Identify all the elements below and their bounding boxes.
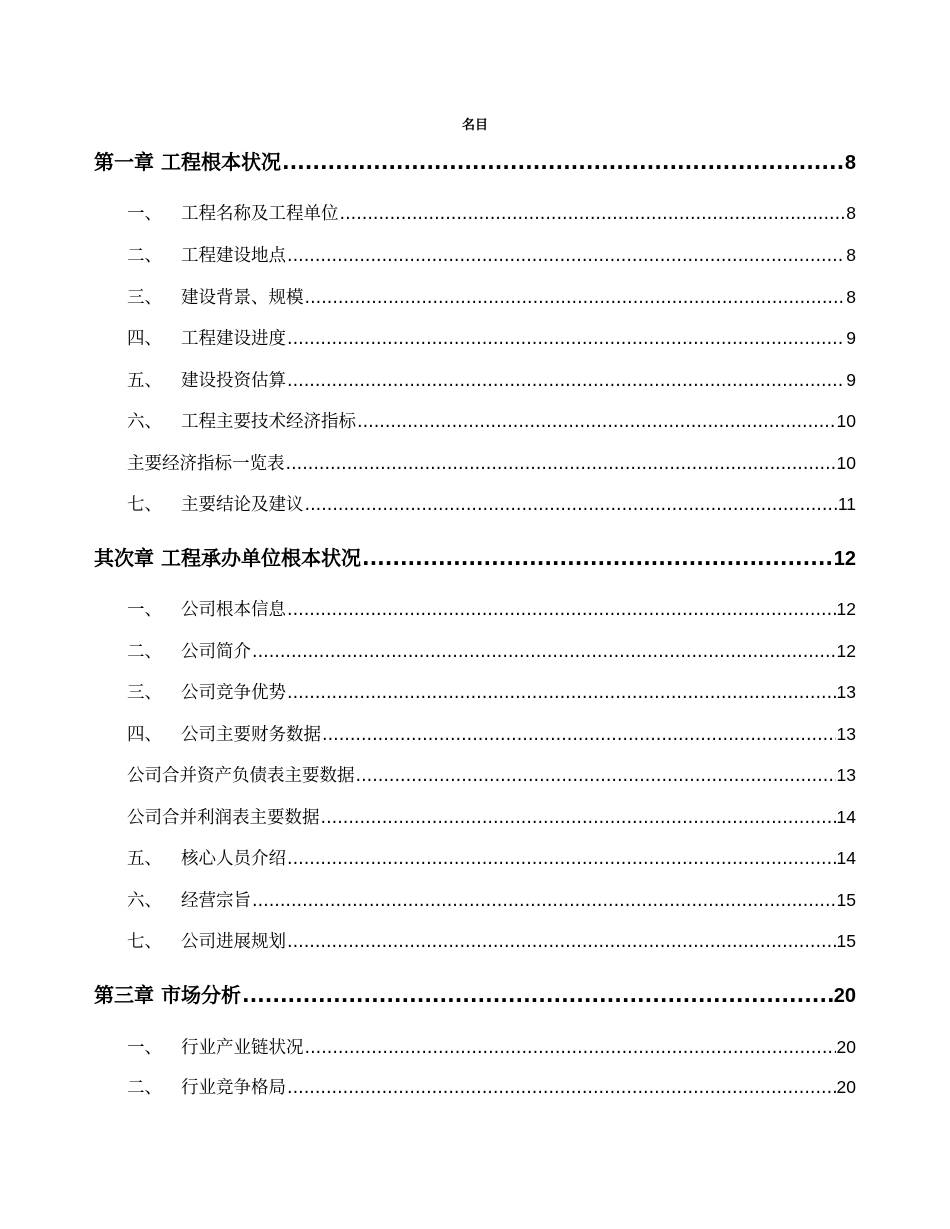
toc-entry-number: 一、 bbox=[127, 1038, 162, 1058]
toc-page-number: 10 bbox=[836, 453, 856, 473]
toc-section-entry[interactable] bbox=[127, 1074, 856, 1099]
toc-entry-label: 第一章 工程根本状况 bbox=[94, 150, 281, 174]
toc-entry-label: 工程名称及工程单位 bbox=[181, 204, 339, 224]
toc-entry-number: 六、 bbox=[127, 891, 162, 911]
toc-entry-label: 工程建设进度 bbox=[181, 329, 286, 349]
toc-entry-label: 第三章 市场分析 bbox=[94, 983, 241, 1007]
toc-entry-label: 工程建设地点 bbox=[181, 246, 286, 266]
toc-section-entry[interactable] bbox=[127, 721, 856, 746]
toc-entry-number: 四、 bbox=[127, 329, 162, 349]
toc-page-number: 11 bbox=[837, 494, 856, 514]
toc-page-number: 8 bbox=[846, 287, 856, 307]
toc-section-entry[interactable] bbox=[127, 367, 856, 392]
toc-dot-leader bbox=[287, 1078, 836, 1098]
toc-entry-number: 七、 bbox=[127, 495, 162, 515]
toc-page-number: 10 bbox=[836, 411, 856, 431]
toc-entry-label: 行业产业链状况 bbox=[181, 1038, 304, 1058]
toc-dot-leader bbox=[287, 246, 845, 266]
toc-entry-label: 建设投资估算 bbox=[181, 371, 286, 391]
toc-entry-label: 建设背景、规模 bbox=[181, 288, 304, 308]
toc-entry-label: 公司主要财务数据 bbox=[181, 725, 321, 745]
toc-page-number: 15 bbox=[836, 931, 856, 951]
toc-dot-leader bbox=[305, 495, 837, 515]
toc-entry-number: 二、 bbox=[127, 246, 162, 266]
toc-dot-leader bbox=[340, 204, 846, 224]
toc-dot-leader bbox=[287, 329, 845, 349]
toc-section-entry[interactable] bbox=[127, 638, 856, 663]
toc-entry-label: 行业竞争格局 bbox=[181, 1078, 286, 1098]
toc-page-number: 13 bbox=[836, 765, 856, 785]
toc-entry-label: 公司根本信息 bbox=[181, 600, 286, 620]
toc-dot-leader bbox=[287, 600, 836, 620]
toc-section-entry[interactable] bbox=[127, 762, 856, 787]
toc-dot-leader bbox=[357, 412, 836, 432]
toc-section-entry[interactable] bbox=[127, 887, 856, 912]
toc-entry-number: 五、 bbox=[127, 371, 162, 391]
toc-entry-label: 公司简介 bbox=[181, 642, 251, 662]
toc-section-entry[interactable] bbox=[127, 408, 856, 433]
toc-entry-number: 一、 bbox=[127, 204, 162, 224]
toc-section-entry[interactable] bbox=[127, 325, 856, 350]
toc-page-number: 13 bbox=[836, 682, 856, 702]
toc-entry-number: 二、 bbox=[127, 1078, 162, 1098]
toc-dot-leader bbox=[305, 1038, 836, 1058]
toc-page-number: 13 bbox=[836, 724, 856, 744]
toc-entry-label: 公司合并资产负债表主要数据 bbox=[127, 766, 355, 786]
toc-section-entry[interactable] bbox=[127, 845, 856, 870]
toc-entry-label: 主要经济指标一览表 bbox=[127, 454, 285, 474]
toc-entry-number: 五、 bbox=[127, 849, 162, 869]
toc-dot-leader bbox=[321, 808, 836, 828]
toc-dot-leader bbox=[242, 983, 833, 1007]
toc-page-number: 9 bbox=[846, 328, 856, 348]
toc-entry-number: 七、 bbox=[127, 932, 162, 952]
toc-page-number: 14 bbox=[836, 848, 856, 868]
toc-section-entry[interactable] bbox=[127, 928, 856, 953]
toc-section-entry[interactable] bbox=[127, 200, 856, 225]
toc-section-entry[interactable] bbox=[127, 596, 856, 621]
toc-page-number: 12 bbox=[833, 548, 856, 570]
toc-entry-number: 四、 bbox=[127, 725, 162, 745]
toc-section-entry[interactable] bbox=[127, 804, 856, 829]
toc-entry-label: 公司竞争优势 bbox=[181, 683, 286, 703]
toc-section-entry[interactable] bbox=[127, 284, 856, 309]
page-title: 名目 bbox=[461, 118, 488, 133]
toc-page-number: 20 bbox=[836, 1077, 856, 1097]
toc-page-number: 8 bbox=[846, 203, 856, 223]
toc-section-entry[interactable] bbox=[127, 679, 856, 704]
toc-dot-leader bbox=[287, 849, 836, 869]
toc-section-entry[interactable] bbox=[127, 1034, 856, 1059]
toc-dot-leader bbox=[305, 288, 846, 308]
toc-dot-leader bbox=[282, 150, 844, 174]
toc-entry-label: 公司合并利润表主要数据 bbox=[127, 808, 320, 828]
toc-page-number: 14 bbox=[836, 807, 856, 827]
toc-page-number: 20 bbox=[833, 985, 856, 1007]
toc-dot-leader bbox=[287, 932, 836, 952]
toc-page-number: 12 bbox=[836, 599, 856, 619]
toc-entry-number: 一、 bbox=[127, 600, 162, 620]
toc-dot-leader bbox=[252, 642, 836, 662]
toc-section-entry[interactable] bbox=[127, 450, 856, 475]
toc-entry-label: 主要结论及建议 bbox=[181, 495, 304, 515]
toc-entry-number: 三、 bbox=[127, 288, 162, 308]
toc-chapter-entry[interactable] bbox=[94, 542, 856, 571]
toc-entry-label: 工程主要技术经济指标 bbox=[181, 412, 356, 432]
toc-entry-label: 核心人员介绍 bbox=[181, 849, 286, 869]
toc-page-number: 9 bbox=[846, 370, 856, 390]
toc-page-number: 15 bbox=[836, 890, 856, 910]
toc-page-number: 8 bbox=[844, 152, 856, 174]
toc-dot-leader bbox=[252, 891, 836, 911]
toc-entry-number: 三、 bbox=[127, 683, 162, 703]
toc-section-entry[interactable] bbox=[127, 242, 856, 267]
toc-entry-label: 经营宗旨 bbox=[181, 891, 251, 911]
toc-page-number: 12 bbox=[836, 641, 856, 661]
toc-section-entry[interactable] bbox=[127, 491, 856, 516]
toc-entry-label: 公司进展规划 bbox=[181, 932, 286, 952]
toc-dot-leader bbox=[286, 454, 836, 474]
toc-dot-leader bbox=[362, 546, 833, 570]
toc-page-number: 8 bbox=[846, 245, 856, 265]
toc-entry-number: 六、 bbox=[127, 412, 162, 432]
toc-dot-leader bbox=[322, 725, 836, 745]
toc-page-number: 20 bbox=[836, 1037, 856, 1057]
toc-entry-number: 二、 bbox=[127, 642, 162, 662]
toc-chapter-entry[interactable] bbox=[94, 146, 856, 175]
toc-entry-label: 其次章 工程承办单位根本状况 bbox=[94, 546, 361, 570]
toc-chapter-entry[interactable] bbox=[94, 979, 856, 1008]
toc-dot-leader bbox=[287, 683, 836, 703]
toc-dot-leader bbox=[356, 766, 836, 786]
toc-dot-leader bbox=[287, 371, 845, 391]
